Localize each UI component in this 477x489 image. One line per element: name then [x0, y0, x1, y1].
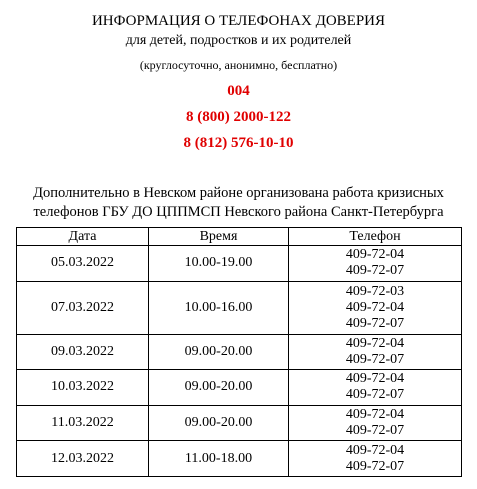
date-cell: 09.03.2022	[17, 334, 149, 370]
phone-number: 409-72-04	[345, 442, 405, 458]
time-cell: 11.00-18.00	[149, 441, 289, 477]
date-cell: 07.03.2022	[17, 281, 149, 334]
phone-cell	[289, 370, 462, 406]
phone-number: 409-72-04	[345, 335, 405, 351]
phone-cell	[289, 334, 462, 370]
phone-number: 409-72-04	[345, 371, 405, 387]
column-header-phone: Телефон	[289, 228, 462, 246]
extra-info-line: телефонов ГБУ ДО ЦППМСП Невского района Санкт-Петербурга	[33, 204, 444, 220]
phone-number: 409-72-07	[345, 263, 405, 279]
table-row	[17, 405, 462, 441]
phone-number: 409-72-07	[345, 315, 405, 331]
phone-number: 409-72-03	[345, 283, 405, 299]
phone-number: 409-72-07	[345, 387, 405, 403]
table-row	[17, 370, 462, 406]
date-cell: 11.03.2022	[17, 405, 149, 441]
time-cell: 10.00-19.00	[149, 246, 289, 282]
phone-number: 409-72-07	[345, 458, 405, 474]
date-cell: 05.03.2022	[17, 246, 149, 282]
column-header-date: Дата	[17, 228, 149, 246]
table-row	[17, 441, 462, 477]
date-cell: 10.03.2022	[17, 370, 149, 406]
phone-number: 409-72-07	[345, 423, 405, 439]
hotline-number: 004	[227, 83, 250, 99]
table-row	[17, 334, 462, 370]
table-header-row	[17, 228, 462, 246]
phone-cell	[289, 246, 462, 282]
phone-number: 409-72-04	[345, 407, 405, 423]
phone-number: 409-72-04	[345, 247, 405, 263]
time-cell: 09.00-20.00	[149, 405, 289, 441]
time-cell: 09.00-20.00	[149, 334, 289, 370]
time-cell: 09.00-20.00	[149, 370, 289, 406]
column-header-time: Время	[149, 228, 289, 246]
schedule-table	[16, 227, 462, 477]
extra-info-line: Дополнительно в Невском районе организована работа кризисных	[33, 185, 444, 201]
time-cell: 10.00-16.00	[149, 281, 289, 334]
extra-info	[0, 184, 477, 222]
page-subtitle: для детей, подростков и их родителей	[125, 33, 352, 48]
date-cell: 12.03.2022	[17, 441, 149, 477]
phone-number: 409-72-04	[345, 299, 405, 315]
phone-number: 409-72-07	[345, 351, 405, 367]
page-title: ИНФОРМАЦИЯ О ТЕЛЕФОНАХ ДОВЕРИЯ	[91, 13, 386, 29]
availability-note: (круглосуточно, анонимно, бесплатно)	[139, 58, 338, 72]
phone-cell	[289, 281, 462, 334]
phone-cell	[289, 441, 462, 477]
hotline-number: 8 (812) 576-10-10	[183, 135, 294, 151]
hotline-number: 8 (800) 2000-122	[186, 109, 291, 125]
table-row	[17, 281, 462, 334]
table-row	[17, 246, 462, 282]
phone-cell	[289, 405, 462, 441]
